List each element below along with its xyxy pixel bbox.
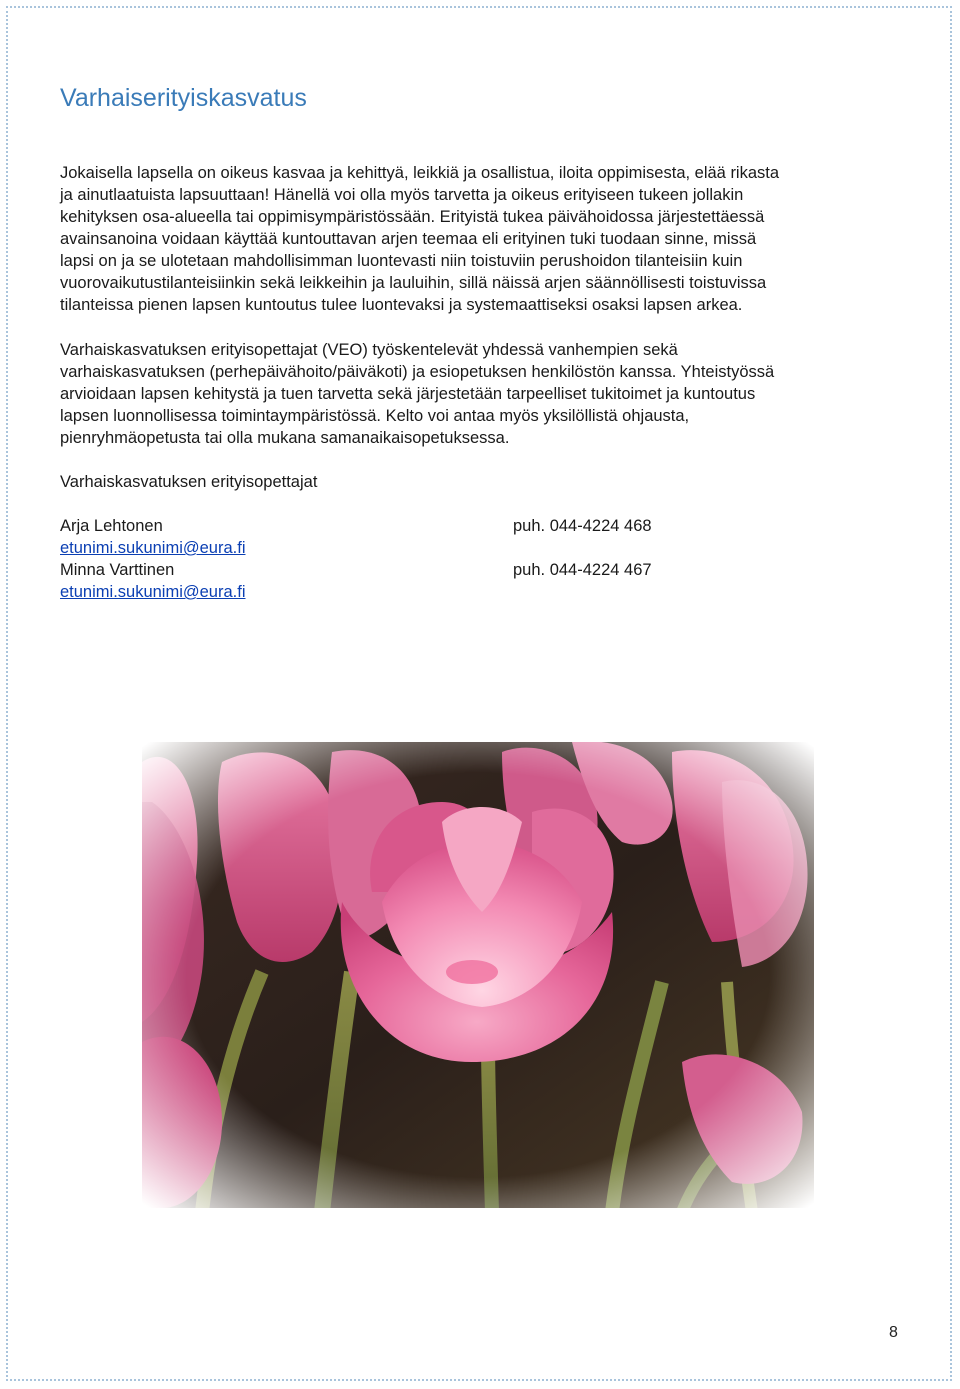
paragraph-line: vuorovaikutustilanteisiinkin sekä leikkeihin ja lauluihin, sillä näissä arjen säännöllisesti toistuvissa <box>60 274 767 292</box>
paragraph-line: Jokaisella lapsella on oikeus kasvaa ja kehittyä, leikkiä ja osallistua, iloita oppimisesta, elää rikasta <box>60 164 780 182</box>
contact-name: Arja Lehtonen <box>60 517 163 535</box>
contact-email-link[interactable]: etunimi.sukunimi@eura.fi <box>60 539 246 557</box>
paragraph-line: kehityksen osa-alueella tai oppimisympäristössään. Erityistä tukea päivähoidossa järjestettäessä <box>60 208 765 226</box>
contact-email-link[interactable]: etunimi.sukunimi@eura.fi <box>60 583 246 601</box>
contact-phone: puh. 044-4224 468 <box>513 517 652 535</box>
paragraph-line: avainsanoina voidaan käyttää kuntouttavan arjen teemaa eli erityinen tuki tuodaan sinne, missä <box>60 230 757 248</box>
paragraph-intro <box>60 162 900 316</box>
contacts-heading: Varhaiskasvatuksen erityisopettajat <box>60 473 318 491</box>
page-number: 8 <box>889 1324 898 1341</box>
paragraph-line: arvioidaan lapsen kehitystä ja tuen tarvetta sekä järjestetään tarpeelliset tukitoimet ja kuntoutus <box>60 385 756 403</box>
contact-name: Minna Varttinen <box>60 561 175 579</box>
page-title: Varhaiserityiskasvatus <box>60 84 307 112</box>
tulip-photo <box>142 742 814 1208</box>
paragraph-veo <box>60 339 900 449</box>
paragraph-line: pienryhmäopetusta tai olla mukana samanaikaisopetuksessa. <box>60 429 510 447</box>
paragraph-line: lapsen luonnollisessa toimintaympäristössä. Kelto voi antaa myös yksilöllistä ohjausta, <box>60 407 690 425</box>
contact-phone: puh. 044-4224 467 <box>513 561 652 579</box>
paragraph-line: varhaiskasvatuksen (perhepäivähoito/päiväkoti) ja esiopetuksen henkilöstön kanssa. Yhteistyössä <box>60 363 775 381</box>
paragraph-line: lapsi on ja se ulotetaan mahdollisimman luontevasti niin toistuviin perushoidon tilanteisiin kuin <box>60 252 743 270</box>
paragraph-line: tilanteissa pienen lapsen kuntoutus tulee luontevaksi ja systemaattiseksi osaksi lapsen arkea. <box>60 296 743 314</box>
paragraph-line: Varhaiskasvatuksen erityisopettajat (VEO) työskentelevät yhdessä vanhempien sekä <box>60 341 678 359</box>
paragraph-line: ja ainutlaatuista lapsuuttaan! Hänellä voi olla myös tarvetta ja oikeus erityiseen tukeen jollakin <box>60 186 744 204</box>
